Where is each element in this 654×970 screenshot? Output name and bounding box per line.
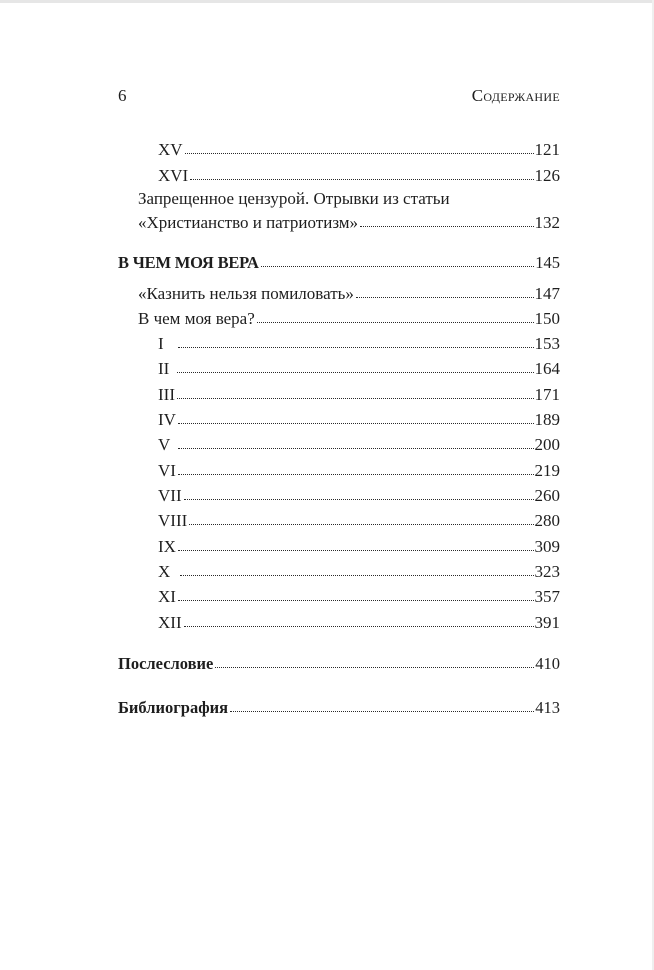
toc-chapter bbox=[158, 556, 560, 580]
toc-chapter-label: X bbox=[158, 562, 171, 581]
toc-entry-page: 121 bbox=[534, 140, 560, 159]
toc-entry-censored-line1: Запрещенное цензурой. Отрывки из статьи bbox=[138, 189, 450, 208]
dot-leader bbox=[261, 266, 535, 267]
toc-chapter bbox=[158, 480, 560, 504]
toc-chapter bbox=[158, 379, 560, 403]
dot-leader bbox=[177, 372, 533, 373]
dot-leader bbox=[178, 423, 534, 424]
toc-entry-label: XV bbox=[158, 140, 183, 159]
running-title: Содержание bbox=[471, 86, 560, 105]
toc-chapter bbox=[158, 607, 560, 631]
toc-section-afterword bbox=[118, 648, 560, 672]
toc-chapter-page: 200 bbox=[534, 435, 560, 454]
toc-entry-what-i-believe bbox=[138, 303, 560, 327]
toc-chapter-label: IV bbox=[158, 410, 176, 429]
toc-section-page: 145 bbox=[535, 252, 560, 272]
dot-leader bbox=[185, 153, 534, 154]
dot-leader bbox=[178, 474, 534, 475]
toc-section-page: 413 bbox=[535, 697, 560, 717]
toc-entry-page: 126 bbox=[534, 166, 560, 185]
toc-entry-label: XVI bbox=[158, 166, 189, 185]
dot-leader bbox=[178, 550, 534, 551]
dot-leader bbox=[356, 297, 534, 298]
toc-chapter bbox=[158, 404, 560, 428]
dot-leader bbox=[230, 711, 534, 712]
dot-leader bbox=[190, 179, 533, 180]
dot-leader bbox=[257, 322, 534, 323]
running-head bbox=[118, 86, 560, 106]
page-number: 6 bbox=[118, 86, 127, 105]
toc-chapter-label: VII bbox=[158, 486, 182, 505]
toc-section-title: В ЧЕМ МОЯ ВЕРА bbox=[118, 252, 259, 272]
toc-chapter bbox=[158, 581, 560, 605]
toc-entry-page: 132 bbox=[534, 213, 560, 232]
toc-chapter-page: 164 bbox=[534, 359, 560, 378]
toc-section-page: 410 bbox=[535, 653, 560, 673]
toc-entry-execute bbox=[138, 278, 560, 302]
toc-chapter bbox=[158, 531, 560, 555]
toc-chapter-page: 309 bbox=[534, 537, 560, 556]
toc-chapter-page: 357 bbox=[534, 587, 560, 606]
dot-leader bbox=[180, 575, 533, 576]
toc-section-bibliography bbox=[118, 692, 560, 716]
toc-chapter bbox=[158, 505, 560, 529]
toc-section-title: Послесловие bbox=[118, 653, 214, 673]
toc-chapter bbox=[158, 429, 560, 453]
dot-leader bbox=[189, 524, 533, 525]
dot-leader bbox=[178, 347, 534, 348]
toc-entry-xvi bbox=[158, 160, 560, 184]
toc-entry-label: «Христианство и патриотизм» bbox=[138, 213, 359, 232]
toc-chapter-label: V bbox=[158, 435, 171, 454]
toc-chapter-label: I bbox=[158, 334, 164, 353]
toc-chapter-page: 171 bbox=[534, 385, 560, 404]
toc-chapter-page: 189 bbox=[534, 410, 560, 429]
dot-leader bbox=[184, 499, 534, 500]
toc-chapter-page: 323 bbox=[534, 562, 560, 581]
toc-chapter-label: VI bbox=[158, 461, 176, 480]
toc-chapter-label: III bbox=[158, 385, 175, 404]
dot-leader bbox=[360, 226, 533, 227]
toc-chapter-label: VIII bbox=[158, 511, 188, 530]
toc-entry-page: 150 bbox=[534, 309, 560, 328]
toc-entry-label: В чем моя вера? bbox=[138, 309, 255, 328]
toc-chapter bbox=[158, 328, 560, 352]
toc-chapter-label: IX bbox=[158, 537, 176, 556]
toc-chapter bbox=[158, 455, 560, 479]
dot-leader bbox=[178, 448, 533, 449]
toc-chapter-label: II bbox=[158, 359, 170, 378]
toc-entry-page: 147 bbox=[534, 284, 560, 303]
toc-chapter-page: 280 bbox=[534, 511, 560, 530]
toc-chapter-label: XII bbox=[158, 613, 182, 632]
toc-chapter-label: XI bbox=[158, 587, 176, 606]
page-top-edge bbox=[0, 0, 654, 3]
toc-section-faith bbox=[118, 247, 560, 271]
toc-chapter-page: 391 bbox=[534, 613, 560, 632]
toc-chapter-page: 260 bbox=[534, 486, 560, 505]
toc-entry-xv bbox=[158, 134, 560, 158]
dot-leader bbox=[184, 626, 534, 627]
toc-chapter bbox=[158, 353, 560, 377]
toc-chapter-page: 219 bbox=[534, 461, 560, 480]
toc-chapter-page: 153 bbox=[534, 334, 560, 353]
toc-entry-label: «Казнить нельзя помиловать» bbox=[138, 284, 354, 303]
toc-section-title: Библиография bbox=[118, 697, 229, 717]
dot-leader bbox=[215, 667, 534, 668]
dot-leader bbox=[177, 398, 534, 399]
toc-entry-censored bbox=[138, 207, 560, 231]
dot-leader bbox=[178, 600, 534, 601]
